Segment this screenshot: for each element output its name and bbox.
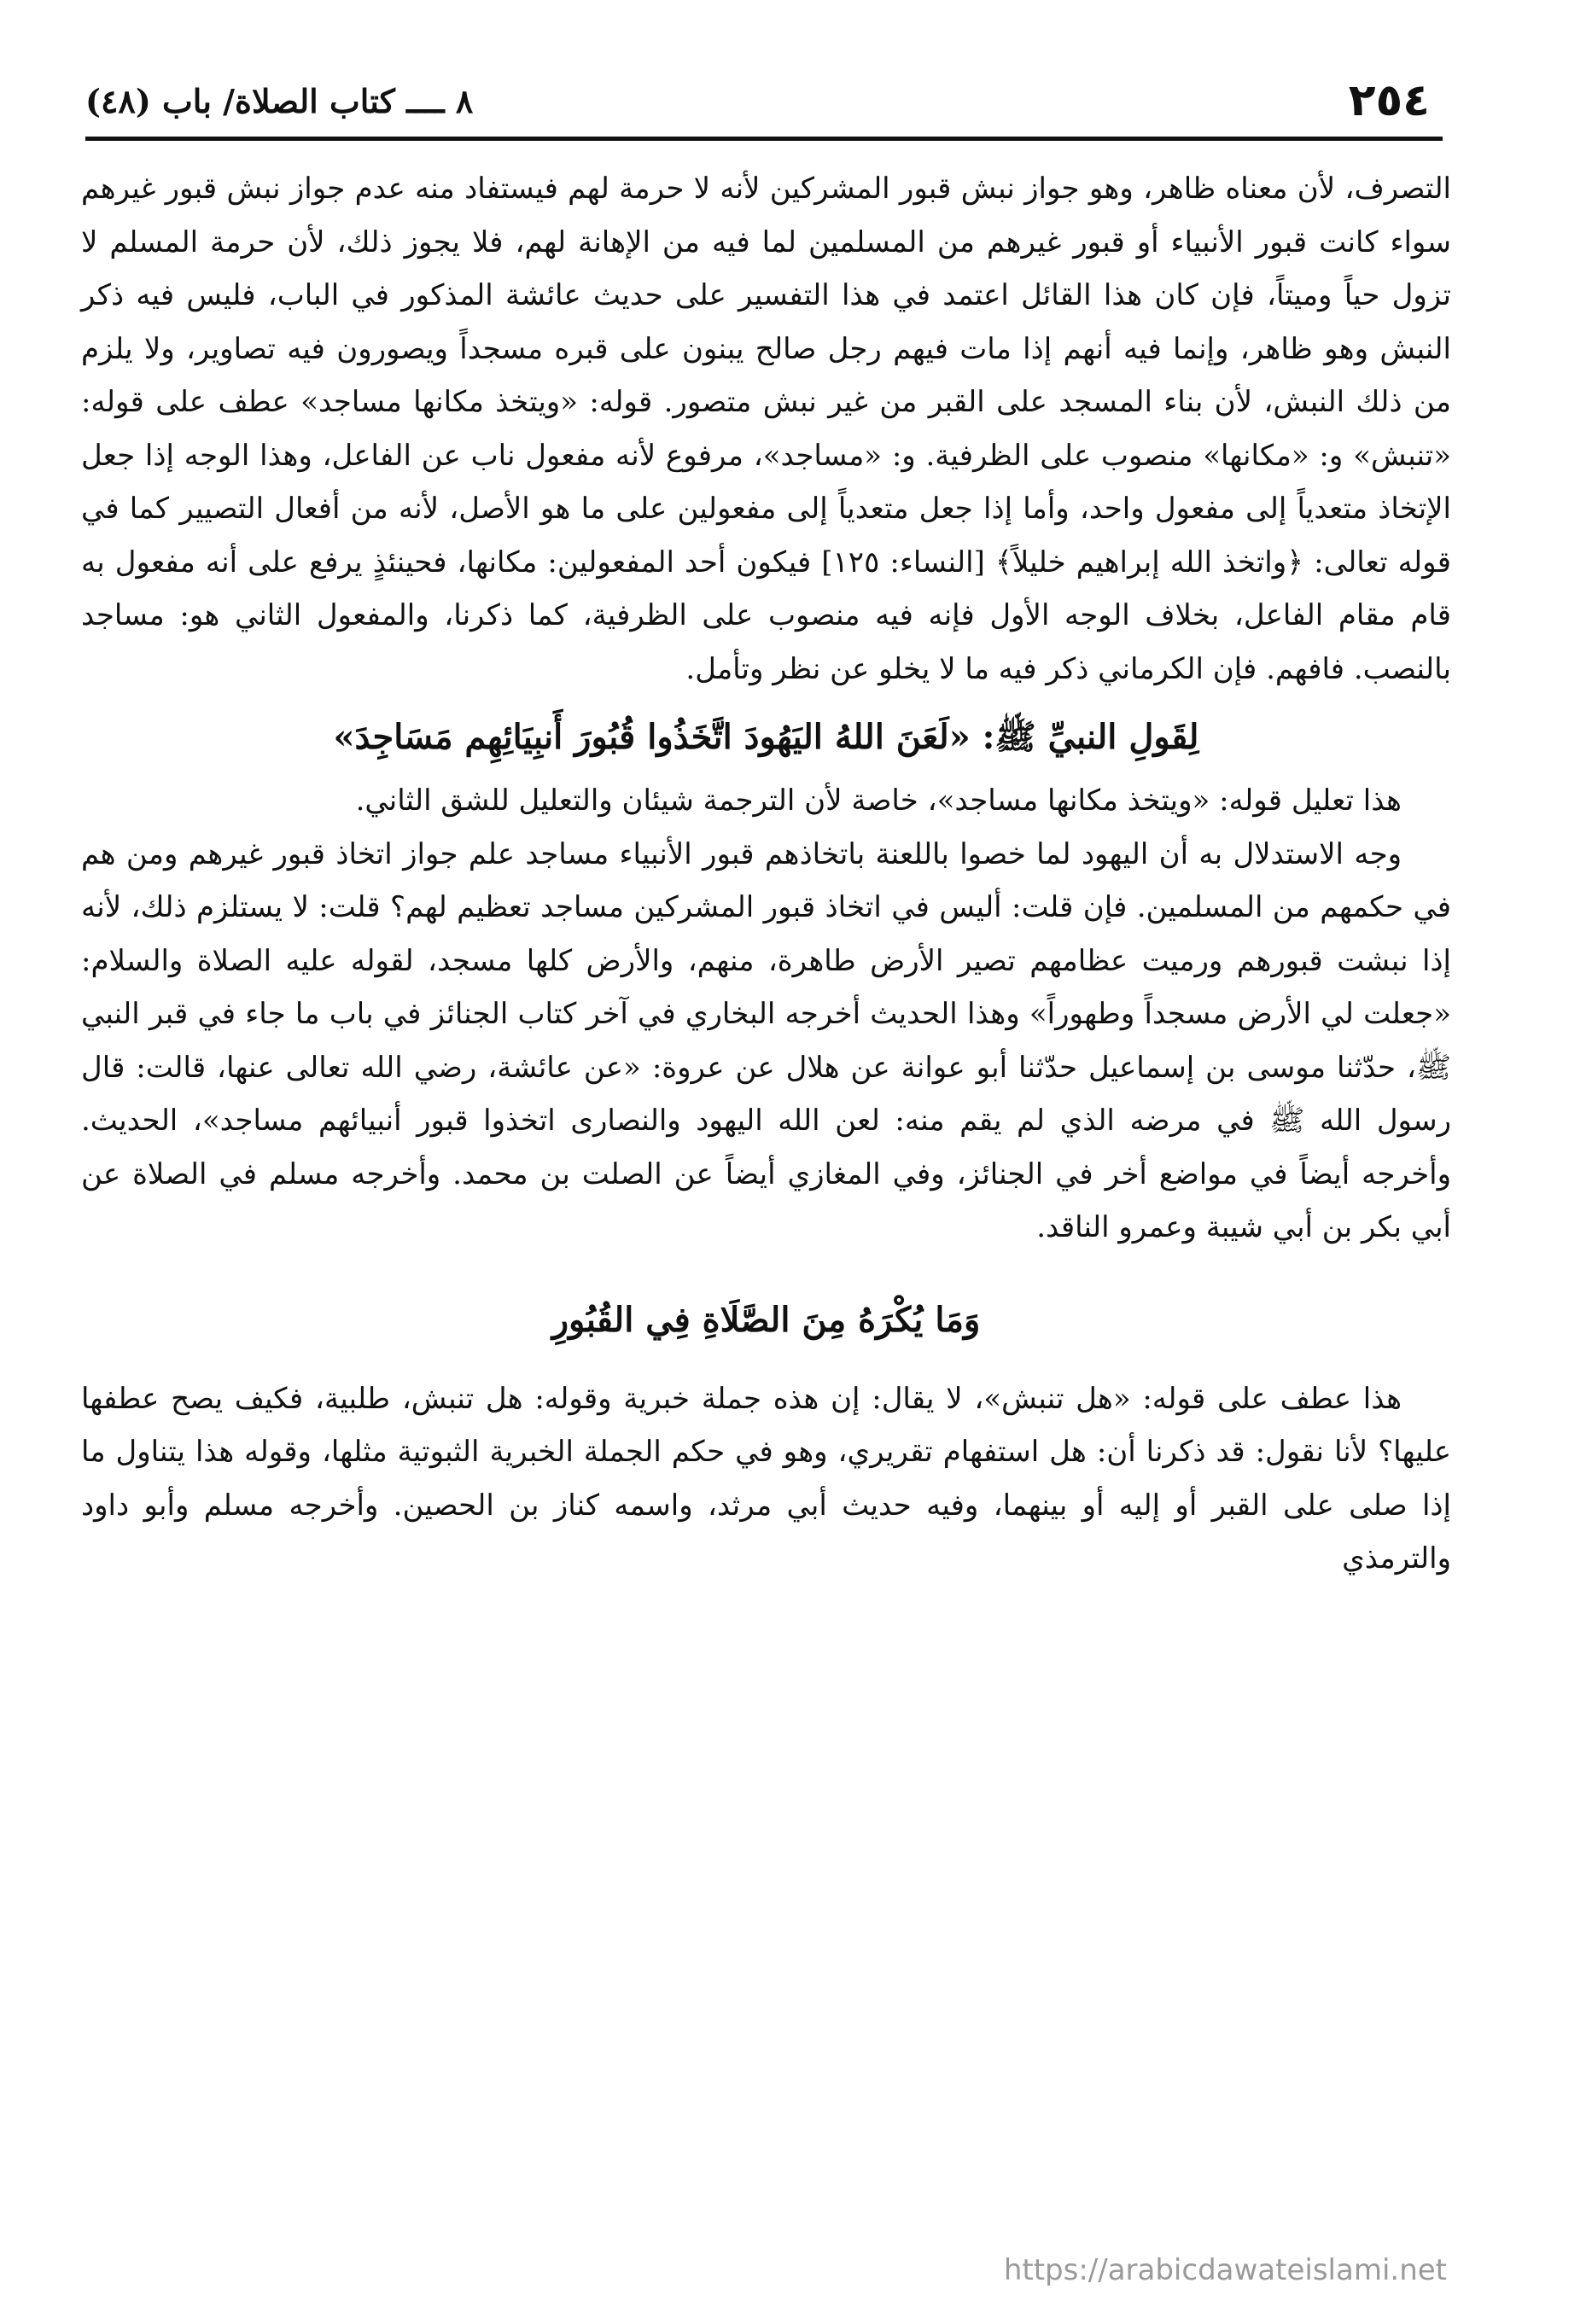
chapter-heading-hadith: لِقَولِ النبيِّ ﷺ: «لَعَنَ اللهُ اليَهُودَ اتَّخَذُوا قُبُورَ أَنبِيَائِهِم مَسَاجِدَ» [333, 717, 1199, 757]
paragraph-commentary-4: هذا عطف على قوله: «هل تنبش»، لا يقال: إن هذه جملة خبرية وقوله: هل تنبش، طلبية، فكيف يصح عطفها عليها؟ لأنا نقول: قد ذكرنا أن: هل استفهام تقريري، وهو في حكم الجملة الخبرية الثبوتية مثلها، وقوله هذا يتناول ما إذا صلى على القبر أو إليه أو بينهما، وفيه حديث أبي مرثد، واسمه كناز بن الحصين. وأخرجه مسلم وأبو داود والترمذي [81, 1381, 1451, 1576]
running-header [85, 75, 1430, 135]
paragraph-commentary-3: وجه الاستدلال به أن اليهود لما خصوا باللعنة باتخاذهم قبور الأنبياء مساجد علم جواز اتخاذ قبور غيرهم ومن هم في حكمهم من المسلمين. فإن قلت: أليس في اتخاذ قبور المشركين مساجد تعظيم لهم؟ قلت: لا يستلزم ذلك، لأنه إذا نبشت قبورهم ورميت عظامهم تصير الأرض طاهرة، منهم، والأرض كلها مسجد، لقوله عليه الصلاة والسلام: «جعلت لي الأرض مسجداً وطهوراً» وهذا الحديث أخرجه البخاري في آخر كتاب الجنائز في باب ما جاء في قبر النبي ﷺ، حدّثنا موسى بن إسماعيل حدّثنا أبو عوانة عن هلال عن عروة: «عن عائشة، رضي الله تعالى عنها، قالت: قال رسول الله ﷺ في مرضه الذي لم يقم منه: لعن الله اليهود والنصارى اتخذوا قبور أنبيائهم مساجد»، الحديث. وأخرجه أيضاً في مواضع أخر في الجنائز، وفي المغازي أيضاً عن الصلت بن محمد. وأخرجه مسلم في الصلاة عن أبي بكر بن أبي شيبة وعمرو الناقد. [81, 836, 1451, 1244]
page-number: ٢٥٤ [1348, 75, 1430, 126]
paragraph-commentary-1: التصرف، لأن معناه ظاهر، وهو جواز نبش قبور المشركين لأنه لا حرمة لهم فيستفاد منه عدم جواز نبش قبور غيرهم سواء كانت قبور الأنبياء أو قبور غيرهم من المسلمين لما فيه من الإهانة لهم، فلا يجوز ذلك، لأن حرمة المسلم لا تزول حياً وميتاً، فإن كان هذا القائل اعتمد في هذا التفسير على حديث عائشة المذكور في الباب، فليس فيه ذكر النبش وهو ظاهر، وإنما فيه أنهم إذا مات فيهم رجل صالح يبنون على قبره مسجداً ويصورون فيه تصاوير، ولا يلزم من ذلك النبش، لأن بناء المسجد على القبر من غير نبش متصور. قوله: «ويتخذ مكانها مساجد» عطف على قوله: «تنبش» و: «مكانها» منصوب على الظرفية. و: «مساجد»، مرفوع لأنه مفعول ناب عن الفاعل، وهذا الوجه إذا جعل الإتخاذ متعدياً إلى مفعول واحد، وأما إذا جعل متعدياً إلى مفعولين على ما هو الأصل، لأنه من أفعال التصيير كما في قوله تعالى: ﴿واتخذ الله إبراهيم خليلاً﴾ [النساء: ١٢٥] فيكون أحد المفعولين: مكانها، فحينئذٍ يرفع على أنه مفعول به قام مقام الفاعل، بخلاف الوجه الأول فإنه فيه منصوب على الظرفية، كما ذكرنا، والمفعول الثاني هو: مساجد بالنصب. فافهم. فإن الكرماني ذكر فيه ما لا يخلو عن نظر وتأمل. [81, 172, 1451, 686]
chapter-heading-prayer-graves: وَمَا يُكْرَهُ مِنَ الصَّلَاةِ فِي القُبُورِ [551, 1299, 981, 1340]
source-watermark: https://arabicdawateislami.net [1003, 2253, 1447, 2287]
main-text [81, 162, 1451, 1586]
header-divider [85, 137, 1443, 141]
paragraph-commentary-2: هذا تعليل قوله: «ويتخذ مكانها مساجد»، خاصة لأن الترجمة شيئان والتعليل للشق الثاني. [355, 783, 1402, 818]
running-title: ٨ ــــ كتاب الصلاة/ باب (٤٨) [85, 82, 474, 120]
